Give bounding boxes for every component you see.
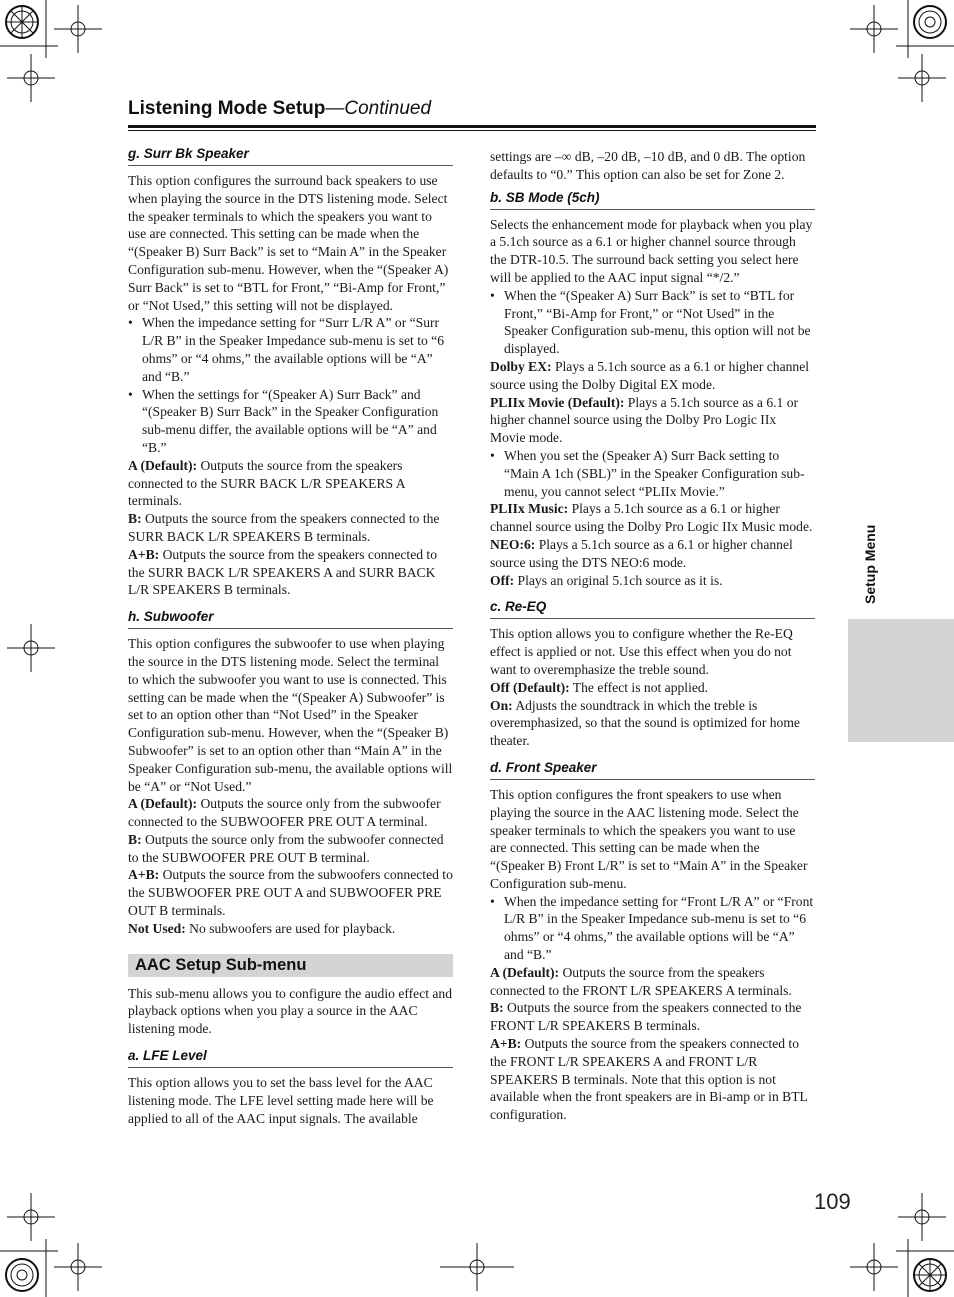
option-text: Outputs the source from the speakers connected to the SURR BACK L/R SPEAKERS B terminals.: [128, 511, 440, 544]
side-tab: [848, 619, 954, 742]
option-item: [490, 964, 815, 1000]
header-rule-thin: [128, 130, 816, 131]
subsection-heading: h. Subwoofer: [128, 609, 453, 629]
option-label: Not Used:: [128, 920, 186, 936]
option-text: Plays a 5.1ch source as a 6.1 or higher channel source using the Dolby Digital EX mode.: [490, 358, 810, 392]
option-item: [490, 358, 815, 394]
option-label: B:: [128, 511, 142, 527]
option-label: Dolby EX:: [490, 358, 552, 374]
option-text: Outputs the source only from the subwoofer connected to the SUBWOOFER PRE OUT B terminal.: [128, 831, 444, 865]
subsection-heading: c. Re-EQ: [490, 599, 815, 619]
option-label: PLIIx Movie (Default):: [490, 394, 625, 410]
option-label: Off (Default):: [490, 679, 570, 695]
option-item: [490, 572, 815, 590]
page-title: [128, 98, 431, 120]
option-item: [490, 999, 815, 1035]
option-label: A (Default):: [128, 457, 198, 473]
page-title-text: Listening Mode Setup: [128, 98, 326, 119]
option-item: [128, 510, 453, 546]
option-label: A (Default):: [490, 964, 560, 980]
option-text: Outputs the source from the speakers connected to the FRONT L/R SPEAKERS B terminals.: [490, 1000, 802, 1034]
option-text: Outputs the source from the speakers connected to the FRONT L/R SPEAKERS A and FRONT L/R SPEAKERS B terminals. Note that this option is not available when the front speakers are in Bi-amp or in BTL configuration.: [490, 1036, 808, 1123]
option-item: [490, 1035, 815, 1124]
option-label: On:: [490, 697, 513, 713]
option-label: NEO:6:: [490, 536, 536, 552]
option-text: Outputs the source from the subwoofers connected to the SUBWOOFER PRE OUT A and SUBWOOFER PRE OUT B terminals.: [128, 867, 453, 919]
option-item: [490, 697, 815, 750]
option-item: [128, 795, 453, 831]
paragraph: This option configures the surround back speakers to use when playing the source in the DTS listening mode. Select the speaker terminals to which the speakers you want to use are connected. This setting can be made when the “(Speaker B) Surr Back” is set to “Main A” in the Speaker Configuration sub-menu. However, when the “(Speaker A) Surr Back” is set to “BTL for Front,” “Bi-Amp for Front,” or “Not Used,” this setting will not be displayed.: [128, 173, 449, 313]
left-column: [128, 146, 453, 1127]
section-heading: AAC Setup Sub-menu: [128, 954, 453, 977]
option-label: B:: [490, 1000, 504, 1016]
option-item: [128, 546, 453, 599]
paragraph: This option configures the front speakers to use when playing the source in the AAC listening mode. Select the speaker terminals to which the speakers you want to use are connected. This setting can be made when the “(Speaker B) Front L/R” is set to “Main A” in the Speaker Configuration sub-menu.: [490, 786, 808, 891]
page-title-continued: —Continued: [325, 98, 432, 119]
option-label: A+B:: [490, 1036, 522, 1052]
option-text: Plays a 5.1ch source as a 6.1 or higher channel source using the Dolby Pro Logic IIx Movie mode.: [490, 394, 799, 446]
paragraph: This sub-menu allows you to configure the audio effect and playback options when you play a source in the AAC listening mode.: [128, 985, 453, 1037]
bullet-list: [490, 893, 815, 964]
option-text: Outputs the source only from the subwoofer connected to the SUBWOOFER PRE OUT A terminal.: [128, 796, 441, 830]
bullet-item: • When the “(Speaker A) Surr Back” is set to “BTL for Front,” “Bi-Amp for Front,” or “Not Used” in the Speaker Configuration sub-menu, this option will not be displayed.: [490, 287, 815, 358]
option-text: Outputs the source from the speakers connected to the SURR BACK L/R SPEAKERS A terminals.: [128, 457, 405, 509]
paragraph: Selects the enhancement mode for playback when you play a 5.1ch source as a 6.1 or higher channel source through the DTR-10.5. The surround back setting you select here will be applied to the AAC input signal “*/2.”: [490, 216, 813, 285]
option-label: A (Default):: [128, 796, 198, 812]
option-item: [128, 831, 453, 867]
bullet-list: [128, 314, 453, 456]
paragraph: This option allows you to set the bass level for the AAC listening mode. The LFE level setting made here will be applied to all of the AAC input signals. The available: [128, 1075, 434, 1126]
bullet-list: [490, 287, 815, 358]
bullet-list: [490, 447, 815, 500]
option-label: Off:: [490, 572, 515, 588]
header-rule: [128, 125, 816, 128]
bullet-item: • When you set the (Speaker A) Surr Back setting to “Main A 1ch (SBL)” in the Speaker Configuration sub-menu, you cannot select “PLIIx Movie.”: [490, 447, 815, 500]
subsection-heading: d. Front Speaker: [490, 760, 815, 780]
option-item: [128, 457, 453, 510]
option-text: Plays a 5.1ch source as a 6.1 or higher channel source using the DTS NEO:6 mode.: [490, 536, 793, 570]
option-label: B:: [128, 831, 142, 847]
option-text: No subwoofers are used for playback.: [185, 920, 396, 936]
option-text: Outputs the source from the speakers connected to the FRONT L/R SPEAKERS A terminals.: [490, 964, 792, 998]
subsection-heading: g. Surr Bk Speaker: [128, 146, 453, 166]
option-text: Outputs the source from the speakers connected to the SURR BACK L/R SPEAKERS A and SURR BACK L/R SPEAKERS B terminals.: [128, 546, 438, 598]
bullet-item: • When the settings for “(Speaker A) Surr Back” and “(Speaker B) Surr Back” in the Speaker Configuration sub-menu differ, the available options will be “A” and “B.”: [128, 386, 453, 457]
paragraph: This option configures the subwoofer to use when playing the source in the DTS listening mode. Select the terminal to which the subwoofer you want to use is connected. This setting can be made when the “(Speaker A) Subwoofer” is set to an option other than “Not Used” in the Speaker Configuration sub-menu. However, when the “(Speaker B) Subwoofer” is set to an option other than “Main A” in the Speaker Configuration sub-menu, the available options will be “A” or “Not Used.”: [128, 636, 453, 794]
subsection-heading: b. SB Mode (5ch): [490, 190, 815, 210]
option-text: Plays a 5.1ch source as a 6.1 or higher channel source using the Dolby Pro Logic IIx Music mode.: [490, 501, 813, 535]
option-item: [490, 679, 815, 697]
option-text: The effect is not applied.: [569, 679, 709, 695]
option-item: [490, 394, 815, 447]
side-tab-label-text: Setup Menu: [862, 524, 878, 604]
right-column: [490, 148, 815, 1124]
option-text: Adjusts the soundtrack in which the treble is overemphasized, so that the sound is optimized for home theater.: [490, 697, 800, 749]
option-label: PLIIx Music:: [490, 501, 569, 517]
subsection-heading: a. LFE Level: [128, 1048, 453, 1068]
option-label: A+B:: [128, 867, 160, 883]
paragraph: settings are –∞ dB, –20 dB, –10 dB, and 0 dB. The option defaults to “0.” This option can also be set for Zone 2.: [490, 149, 806, 182]
option-label: A+B:: [128, 546, 160, 562]
bullet-item: • When the impedance setting for “Front L/R A” or “Front L/R B” in the Speaker Impedance sub-menu is set to “6 ohms” or “4 ohms,” the available options will be “A” and “B.”: [490, 893, 815, 964]
option-item: [128, 920, 453, 938]
bullet-item: • When the impedance setting for “Surr L/R A” or “Surr L/R B” in the Speaker Impedance sub-menu is set to “6 ohms” or “4 ohms,” the available options will be “A” and “B.”: [128, 314, 453, 385]
option-item: [128, 866, 453, 919]
option-item: [490, 500, 815, 536]
option-item: [490, 536, 815, 572]
page-number: 109: [814, 1189, 851, 1214]
paragraph: This option allows you to configure whether the Re-EQ effect is applied or not. Use this effect when you do not want to overemphasize the treble sound.: [490, 626, 793, 677]
option-text: Plays an original 5.1ch source as it is.: [514, 572, 723, 588]
